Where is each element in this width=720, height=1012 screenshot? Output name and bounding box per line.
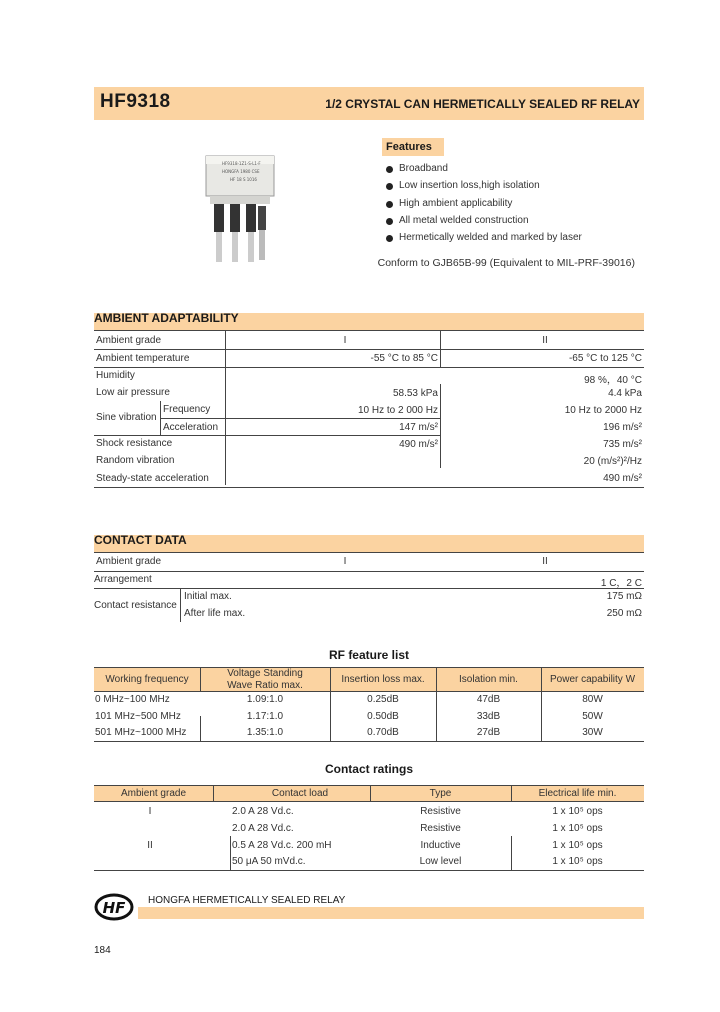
- pressure-label: Low air pressure: [96, 387, 170, 398]
- rf-row-1-frequency: 0 MHz~100 MHz: [95, 694, 170, 705]
- rf-row-3-vswr: 1.35:1.0: [246, 727, 284, 738]
- frequency-2: 10 Hz to 2000 Hz: [564, 405, 642, 416]
- ratings-rule: [94, 870, 644, 871]
- pressure-2: 4.4 kPa: [608, 388, 642, 399]
- rf-header-frequency: Working frequency: [105, 674, 189, 685]
- relay-product-image: [200, 150, 280, 262]
- rf-row-2-insertion: 0.50dB: [367, 711, 399, 722]
- rf-row-3-insertion: 0.70dB: [367, 727, 399, 738]
- ratings-row-4-load: 50 μA 50 mVd.c.: [232, 856, 306, 867]
- ambient-temp-1: -55 °C to 85 °C: [370, 353, 438, 364]
- ambient-temp-label: Ambient temperature: [96, 353, 190, 364]
- contact-grade-2: II: [542, 556, 548, 567]
- ratings-header-grade: Ambient grade: [120, 788, 187, 799]
- rf-row-3-power: 30W: [582, 727, 603, 738]
- ambient-rule: [94, 487, 644, 488]
- feature-item: High ambient applicability: [386, 198, 582, 215]
- rf-header-isolation: Isolation min.: [459, 674, 518, 685]
- rf-header-vswr-2: Wave Ratio max.: [227, 680, 303, 691]
- feature-item: Low insertion loss,high isolation: [386, 180, 582, 197]
- steady-accel-value: 490 m/s²: [603, 473, 642, 484]
- ratings-row-4-life: 1 x 10⁵ ops: [552, 856, 603, 867]
- ratings-row-3-load: 0.5 A 28 Vd.c. 200 mH: [232, 840, 332, 851]
- initial-value: 175 mΩ: [606, 591, 642, 602]
- contact-resistance-label: Contact resistance: [94, 600, 177, 611]
- ratings-row-4-type: Low level: [419, 856, 462, 867]
- ratings-row-1-type: Resistive: [420, 806, 461, 817]
- arrangement-value: 1 C，2 C: [600, 578, 642, 589]
- contact-rule: [94, 571, 644, 572]
- ambient-grade-label: Ambient grade: [96, 335, 162, 346]
- rf-header-insertion: Insertion loss max.: [341, 674, 425, 685]
- ratings-table-title: Contact ratings: [324, 762, 413, 776]
- contact-grade-1: I: [343, 556, 347, 567]
- acceleration-label: Acceleration: [163, 422, 219, 433]
- ambient-divider: [440, 384, 441, 468]
- relay-label-line-1: HF9318-1Z1-S-L1-F: [222, 161, 261, 166]
- page-number: 184: [94, 945, 111, 956]
- rf-row-1-power: 80W: [582, 694, 603, 705]
- hongfa-logo-icon: [94, 893, 134, 921]
- ambient-divider: [440, 330, 441, 367]
- frequency-label: Frequency: [163, 404, 211, 415]
- product-subtitle: 1/2 CRYSTAL CAN HERMETICALLY SEALED RF RELAY: [325, 97, 640, 111]
- rf-rule: [94, 667, 644, 668]
- random-vibration-value: 20 (m/s²)²/Hz: [583, 456, 642, 467]
- initial-label: Initial max.: [184, 591, 232, 602]
- after-life-value: 250 mΩ: [606, 608, 642, 619]
- rf-rule: [94, 741, 644, 742]
- feature-item: Hermetically welded and marked by laser: [386, 232, 582, 249]
- ratings-row-3-type: Inductive: [420, 840, 461, 851]
- shock-2: 735 m/s²: [603, 439, 642, 450]
- ambient-grade-1: I: [343, 335, 347, 346]
- ambient-grade-2: II: [542, 335, 548, 346]
- ratings-row-2-type: Resistive: [420, 823, 461, 834]
- ambient-rule: [94, 435, 440, 436]
- contact-grade-label: Ambient grade: [96, 556, 162, 567]
- ambient-rule: [94, 330, 644, 331]
- ambient-rule: [94, 349, 644, 350]
- acceleration-1: 147 m/s²: [399, 422, 438, 433]
- ratings-header-type: Type: [429, 788, 452, 799]
- ratings-divider: [230, 836, 231, 870]
- acceleration-2: 196 m/s²: [603, 422, 642, 433]
- pressure-1: 58.53 kPa: [392, 388, 438, 399]
- ratings-rule: [94, 785, 644, 786]
- contact-rule: [94, 552, 644, 553]
- logo-text: HF: [102, 899, 126, 917]
- ambient-section-title: AMBIENT ADAPTABILITY: [94, 311, 239, 325]
- model-number: HF9318: [100, 91, 171, 112]
- ratings-grade-2: II: [147, 840, 153, 851]
- ratings-row-2-load: 2.0 A 28 Vd.c.: [232, 823, 294, 834]
- rf-row-3-isolation: 27dB: [476, 727, 501, 738]
- shock-label: Shock resistance: [96, 438, 173, 449]
- ambient-divider: [225, 330, 226, 485]
- footer-band: [138, 907, 644, 919]
- steady-accel-label: Steady-state acceleration: [96, 473, 209, 484]
- ratings-grade-1: I: [148, 806, 152, 817]
- rf-header-power: Power capability W: [549, 674, 636, 685]
- conformance-note: Conform to GJB65B-99 (Equivalent to MIL-PRF-39016): [377, 257, 635, 269]
- ratings-rule: [94, 801, 644, 802]
- rf-table-title: RF feature list: [328, 648, 409, 662]
- sine-vibration-label: Sine vibration: [96, 412, 157, 423]
- rf-row-2-vswr: 1.17:1.0: [246, 711, 284, 722]
- ambient-temp-2: -65 °C to 125 °C: [568, 353, 642, 364]
- rf-row-2-isolation: 33dB: [476, 711, 501, 722]
- feature-item: All metal welded construction: [386, 215, 582, 232]
- rf-row-1-insertion: 0.25dB: [367, 694, 399, 705]
- ratings-header-load: Contact load: [271, 788, 329, 799]
- rf-row-1-isolation: 47dB: [476, 694, 501, 705]
- relay-label-line-3: HF 18 S 1016: [230, 177, 257, 182]
- humidity-label: Humidity: [96, 370, 135, 381]
- rf-header-vswr-1: Voltage Standing: [227, 668, 303, 679]
- footer-company: HONGFA HERMETICALLY SEALED RELAY: [148, 895, 346, 906]
- features-title: Features: [382, 138, 444, 156]
- feature-item: Broadband: [386, 163, 582, 180]
- ratings-divider: [213, 785, 214, 801]
- contact-section-title: CONTACT DATA: [94, 533, 187, 547]
- shock-1: 490 m/s²: [399, 439, 438, 450]
- rf-rule: [94, 691, 644, 692]
- ratings-row-1-load: 2.0 A 28 Vd.c.: [232, 806, 294, 817]
- rf-row-2-power: 50W: [582, 711, 603, 722]
- contact-divider: [180, 588, 181, 622]
- ratings-row-2-life: 1 x 10⁵ ops: [552, 823, 603, 834]
- frequency-1: 10 Hz to 2 000 Hz: [357, 405, 438, 416]
- ambient-divider: [160, 401, 161, 435]
- humidity-value: 98 %，40 °C: [584, 375, 642, 386]
- rf-row-3-frequency: 501 MHz~1000 MHz: [95, 727, 187, 738]
- ratings-row-1-life: 1 x 10⁵ ops: [552, 806, 603, 817]
- ambient-rule: [94, 367, 644, 368]
- relay-label-line-2: HONGFA 1980 CSE: [222, 169, 260, 174]
- rf-row-1-vswr: 1.09:1.0: [246, 694, 284, 705]
- ratings-header-life: Electrical life min.: [538, 788, 617, 799]
- ambient-rule: [160, 418, 440, 419]
- ratings-row-3-life: 1 x 10⁵ ops: [552, 840, 603, 851]
- arrangement-label: Arrangement: [94, 574, 152, 585]
- random-vibration-label: Random vibration: [96, 455, 175, 466]
- rf-row-2-frequency: 101 MHz~500 MHz: [95, 711, 181, 722]
- features-list: [386, 163, 582, 249]
- after-life-label: After life max.: [184, 608, 246, 619]
